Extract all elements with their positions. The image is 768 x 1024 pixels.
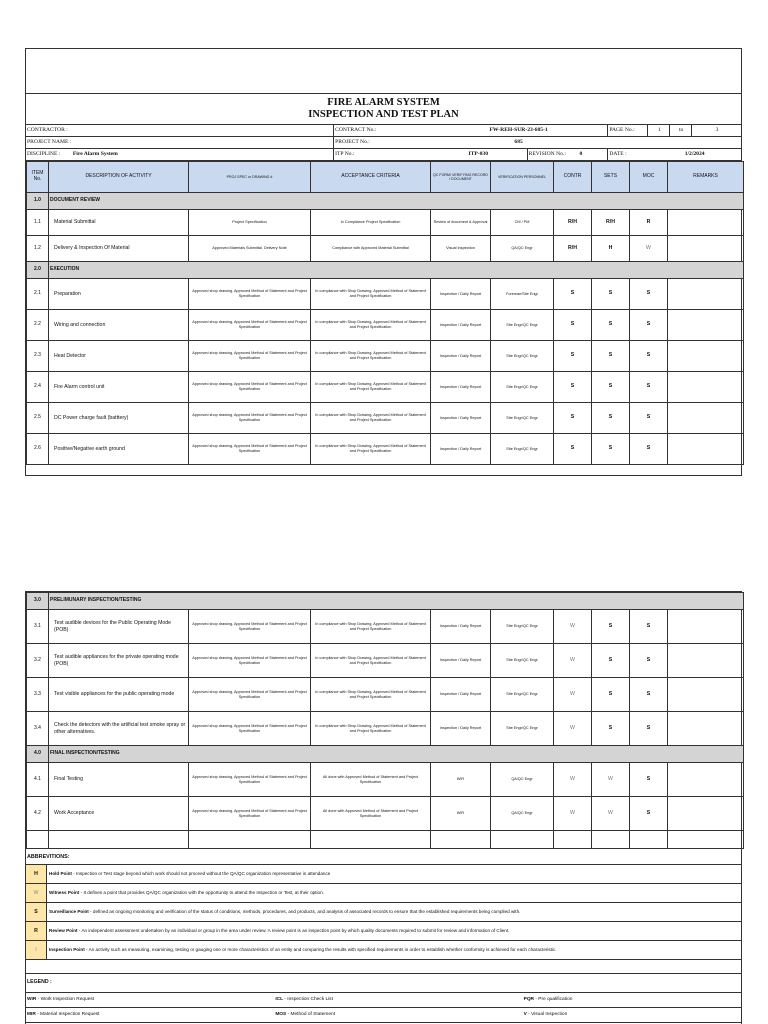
legend-code: MOS: [275, 1012, 287, 1017]
spec-reference: Approved shop drawing, Approved Method of Statement and Project Specification: [189, 279, 311, 310]
abbreviation-row: [26, 903, 741, 922]
contr-mark: S: [554, 403, 592, 434]
table-row: [27, 763, 744, 797]
spec-reference: Approved shop drawing, Approved Method of Statement and Project Specification: [189, 372, 311, 403]
item-number: 1.1: [27, 210, 49, 236]
item-number: 2.6: [27, 434, 49, 465]
verification-personnel: Site Engr/QC Engr: [491, 712, 554, 746]
empty-cell: [668, 831, 744, 849]
moc-mark: S: [630, 372, 668, 403]
abbreviation-row: [26, 941, 741, 960]
legend-row: [26, 993, 741, 1008]
abbreviation-term: Review Point: [49, 928, 78, 933]
col-item-header: ITEM No.: [27, 162, 49, 193]
itp-table-2: [26, 592, 744, 849]
project-name-label: PROJECT NAME :: [27, 139, 72, 145]
acceptance-criteria: In compliance with Shop Drawing, Approved Method of Statement and Project Specification: [311, 610, 431, 644]
spec-reference: Approved shop drawing, Approved Method of Statement and Project Specification: [189, 763, 311, 797]
qc-record: WIR: [431, 797, 491, 831]
legend-text: - Inspection Check List: [283, 997, 333, 1002]
moc-mark: S: [630, 403, 668, 434]
contr-mark: W: [554, 797, 592, 831]
abbreviation-code: R: [26, 922, 47, 940]
sets-mark: S: [592, 712, 630, 746]
itp-page-1: [25, 48, 742, 476]
section-title: EXECUTION: [49, 262, 744, 279]
legend-entry: [274, 1008, 522, 1022]
item-number: 1.2: [27, 236, 49, 262]
verification-personnel: Site Engr/QC Engr: [491, 644, 554, 678]
contr-mark: S: [554, 434, 592, 465]
table-row: [27, 403, 744, 434]
spacer: [26, 960, 741, 974]
acceptance-criteria: In compliance with Shop Drawing, Approved Method of Statement and Project Specification: [311, 279, 431, 310]
col-description-header: DESCRIPTION OF ACTIVITY: [49, 162, 189, 193]
spec-reference: Approved shop drawing, Approved Method of Statement and Project Specification: [189, 341, 311, 372]
sets-mark: W: [592, 797, 630, 831]
col-acceptance-header: ACCEPTANCE CRITERIA: [311, 162, 431, 193]
itp-page-2: [25, 591, 742, 1024]
verification-personnel: QA/QC Engr: [491, 797, 554, 831]
activity-description: Delivery & Inspection Of Material: [49, 236, 189, 262]
header-row-contractor: [26, 125, 741, 137]
table-row-empty: [27, 831, 744, 849]
abbreviation-term: Surveillance Point: [49, 909, 89, 914]
abbreviations-list: [26, 865, 741, 960]
col-contr-header: CONTR: [554, 162, 592, 193]
verification-personnel: Site Engr/QC Engr: [491, 403, 554, 434]
abbreviation-text: An activity such as measuring, examining, testing or gauging one or more characteristics of an entity and comparing the results with specified requirements in order to establish whether conformity is achieved for each characteristic.: [88, 947, 557, 952]
empty-cell: [592, 831, 630, 849]
moc-mark: S: [630, 644, 668, 678]
section-title: FINAL INSPECTION/TESTING: [49, 746, 744, 763]
contr-mark: S: [554, 341, 592, 372]
qc-record: Review of document & Approval: [431, 210, 491, 236]
moc-mark: S: [630, 434, 668, 465]
moc-mark: S: [630, 763, 668, 797]
legend-text: - Pre qualification: [534, 997, 573, 1002]
acceptance-criteria: In Compliance Project Specification: [311, 210, 431, 236]
moc-mark: W: [630, 236, 668, 262]
col-sets-header: SETS: [592, 162, 630, 193]
table-row: [27, 210, 744, 236]
sets-mark: S: [592, 403, 630, 434]
col-remarks-header: REMARKS: [668, 162, 744, 193]
abbreviation-separator: -: [71, 871, 77, 876]
abbreviation-definition: [47, 922, 509, 940]
table-row: [27, 279, 744, 310]
abbreviation-definition: [47, 884, 324, 902]
acceptance-criteria: In compliance with Shop Drawing, Approved Method of Statement and Project Specification: [311, 434, 431, 465]
sets-mark: S: [592, 372, 630, 403]
sets-mark: S: [592, 434, 630, 465]
itp-table-1: [26, 161, 744, 465]
acceptance-criteria: In compliance with Shop Drawing, Approved Method of Statement and Project Specification: [311, 712, 431, 746]
remarks-cell: [668, 763, 744, 797]
item-number: 2.1: [27, 279, 49, 310]
acceptance-criteria: All done with Approved Method of Statement and Project Specification: [311, 797, 431, 831]
revision-value: 0: [579, 151, 583, 157]
section-number: 1.0: [27, 193, 49, 210]
date-label: DATE :: [607, 149, 647, 160]
empty-cell: [311, 831, 431, 849]
contr-mark: S: [554, 372, 592, 403]
acceptance-criteria: In compliance with Shop Drawing, Approved Method of Statement and Project Specification: [311, 341, 431, 372]
section-row: [27, 746, 744, 763]
section-title: DOCUMENT REVIEW: [49, 193, 744, 210]
contractor-label: CONTRACTOR :: [27, 127, 68, 133]
col-qc-form-header: QC FORM/ VERIFYING RECORD / DOCUMENT: [431, 162, 491, 193]
item-number: 2.2: [27, 310, 49, 341]
sets-mark: S: [592, 610, 630, 644]
empty-cell: [49, 831, 189, 849]
sets-mark: H: [592, 236, 630, 262]
abbreviation-text: An independent assessment undertaken by an individual or group in the area under review. A review point is an inspection point by which quality documents required to submit for review and information of Client.: [81, 928, 510, 933]
activity-description: Test visible appliances for the public operating mode: [49, 678, 189, 712]
header-row-discipline: [26, 149, 741, 161]
abbreviation-code: S: [26, 903, 47, 921]
verification-personnel: Site Engr/QC Engr: [491, 310, 554, 341]
contr-mark: R/H: [554, 210, 592, 236]
date-value: 1/2/2024: [684, 151, 705, 157]
page-total-value: 3: [691, 125, 741, 136]
section-row: [27, 593, 744, 610]
contr-mark: W: [554, 763, 592, 797]
contr-mark: S: [554, 279, 592, 310]
activity-description: Work Acceptance: [49, 797, 189, 831]
abbreviation-row: [26, 922, 741, 941]
activity-description: Wiring and connection: [49, 310, 189, 341]
itp-no-label: ITP No.:: [333, 149, 429, 160]
table-row: [27, 310, 744, 341]
abbreviation-code: W: [26, 884, 47, 902]
abbreviation-text: It defines a point that provides QA/QC organization with the opportunity to attend the Inspection or Test, at their option.: [83, 890, 324, 895]
legend-code: ICL: [275, 997, 284, 1002]
contr-mark: W: [554, 644, 592, 678]
legend-entry: [274, 993, 522, 1007]
activity-description: Positive/Negative earth ground: [49, 434, 189, 465]
abbreviation-term: Witness Point: [49, 890, 80, 895]
item-number: 3.4: [27, 712, 49, 746]
logo-area: [26, 49, 741, 94]
table-row: [27, 434, 744, 465]
empty-cell: [554, 831, 592, 849]
item-number: 2.4: [27, 372, 49, 403]
moc-mark: S: [630, 610, 668, 644]
contr-mark: W: [554, 610, 592, 644]
col-moc-header: MOC: [630, 162, 668, 193]
title-line-2: INSPECTION AND TEST PLAN: [308, 109, 459, 120]
remarks-cell: [668, 610, 744, 644]
page-of-label: to: [669, 125, 691, 136]
remarks-cell: [668, 434, 744, 465]
verification-personnel: Site Engr/QC Engr: [491, 372, 554, 403]
legend-row: [26, 1008, 741, 1023]
discipline-value: Fire Alarm System: [72, 151, 118, 157]
activity-description: Final Testing: [49, 763, 189, 797]
sets-mark: S: [592, 678, 630, 712]
acceptance-criteria: In compliance with Shop Drawing, Approved Method of Statement and Project Specification: [311, 310, 431, 341]
activity-description: Heat Detector: [49, 341, 189, 372]
table-row: [27, 372, 744, 403]
item-number: 4.1: [27, 763, 49, 797]
activity-description: DC Power charge fault (batttery): [49, 403, 189, 434]
section-row: [27, 193, 744, 210]
sets-mark: S: [592, 341, 630, 372]
abbreviation-separator: -: [79, 890, 84, 895]
verification-personnel: Site Engr/QC Engr: [491, 610, 554, 644]
moc-mark: S: [630, 341, 668, 372]
legend-code: V: [523, 1012, 527, 1017]
verification-personnel: Site Engr/QC Engr: [491, 678, 554, 712]
activity-description: Test audible appliances for the private operating mode (POB): [49, 644, 189, 678]
legend-text: - Method of Statement: [286, 1012, 336, 1017]
item-number: 3.2: [27, 644, 49, 678]
acceptance-criteria: All done with Approved Method of Statement and Project Specification: [311, 763, 431, 797]
contr-mark: W: [554, 712, 592, 746]
abbreviation-row: [26, 884, 741, 903]
qc-record: Inspection / Daily Report: [431, 279, 491, 310]
abbreviation-definition: [47, 903, 520, 921]
spec-reference: Approved shop drawing, Approved Method of Statement and Project Specification: [189, 644, 311, 678]
title-line-1: FIRE ALARM SYSTEM: [327, 97, 440, 108]
legend-entry: [523, 1008, 741, 1022]
discipline-label: DISCIPLINE :: [27, 151, 61, 157]
spec-reference: Approved shop drawing, Approved Method of Statement and Project Specification: [189, 797, 311, 831]
item-number: 3.1: [27, 610, 49, 644]
remarks-cell: [668, 797, 744, 831]
itp-no-value: ITP-030: [468, 151, 489, 157]
col-verification-header: VERIFICATION PERSONNEL: [491, 162, 554, 193]
activity-description: Material Submittal: [49, 210, 189, 236]
item-number: 3.3: [27, 678, 49, 712]
table-row: [27, 797, 744, 831]
spec-reference: Approved shop drawing, Approved Method of Statement and Project Specification: [189, 712, 311, 746]
empty-cell: [630, 831, 668, 849]
qc-record: Visual Inspection: [431, 236, 491, 262]
abbreviation-separator: -: [77, 928, 82, 933]
spec-reference: Approved shop drawing, Approved Method of Statement and Project Specification: [189, 678, 311, 712]
abbreviation-row: [26, 865, 741, 884]
section-number: 2.0: [27, 262, 49, 279]
contr-mark: S: [554, 310, 592, 341]
remarks-cell: [668, 279, 744, 310]
col-spec-header: PROJ SPEC or DRAWING #: [189, 162, 311, 193]
qc-record: Inspection / Daily Report: [431, 341, 491, 372]
table-row: [27, 236, 744, 262]
abbreviation-term: Inspection Point: [49, 947, 85, 952]
project-no-label: PROJECT No.:: [333, 137, 429, 148]
contr-mark: R/H: [554, 236, 592, 262]
section-number: 4.0: [27, 746, 49, 763]
moc-mark: S: [630, 797, 668, 831]
qc-record: Inspection / Daily Report: [431, 434, 491, 465]
abbreviation-text: defined as ongoing monitoring and verification of the status of conditions, methods, procedures, and products, and analysis of associated records to ensure that the established requirements being complied with.: [92, 909, 521, 914]
legend-entry: [26, 993, 274, 1007]
empty-cell: [189, 831, 311, 849]
abbreviation-definition: [47, 865, 330, 883]
activity-description: Preparation: [49, 279, 189, 310]
section-number: 3.0: [27, 593, 49, 610]
legend-title: LEGEND :: [26, 974, 741, 993]
verification-personnel: Site Engr/QC Engr: [491, 434, 554, 465]
project-no-value: 685: [514, 139, 523, 145]
contract-no-value: FW-REH-SUR-23-685-1: [489, 127, 548, 133]
remarks-cell: [668, 403, 744, 434]
acceptance-criteria: In compliance with Shop Drawing, Approved Method of Statement and Project Specification: [311, 372, 431, 403]
table-row: [27, 341, 744, 372]
qc-record: WIR: [431, 763, 491, 797]
legend-entry: [26, 1008, 274, 1022]
verification-personnel: Foreman/Site Engr: [491, 279, 554, 310]
remarks-cell: [668, 210, 744, 236]
contract-no-label: CONTRACT No.:: [333, 125, 429, 136]
abbreviation-code: H: [26, 865, 47, 883]
sets-mark: S: [592, 644, 630, 678]
remarks-cell: [668, 644, 744, 678]
section-title: PRELIMUNARY INSPECTION/TESTING: [49, 593, 744, 610]
page-label: PAGE No.:: [607, 125, 647, 136]
abbreviations-title: ABBREVITIONS:: [26, 849, 741, 865]
spec-reference: Project Specification: [189, 210, 311, 236]
qc-record: Inspection / Daily Report: [431, 610, 491, 644]
sets-mark: W: [592, 763, 630, 797]
sets-mark: R/H: [592, 210, 630, 236]
table-row: [27, 644, 744, 678]
header-row-project: [26, 137, 741, 149]
activity-description: Check the detectors with the artificial test smoke spray or other alternatives.: [49, 712, 189, 746]
legend-code: WIR: [27, 997, 37, 1002]
qc-record: Inspection / Daily Report: [431, 678, 491, 712]
legend-entry: [523, 993, 741, 1007]
table-row: [27, 712, 744, 746]
spec-reference: Approved shop drawing, Approved Method of Statement and Project Specification: [189, 403, 311, 434]
abbreviation-term: Hold Point: [49, 871, 72, 876]
spec-reference: Approved Materials Submittal, Delivery Note: [189, 236, 311, 262]
remarks-cell: [668, 372, 744, 403]
spec-reference: Approved shop drawing, Approved Method of Statement and Project Specification: [189, 610, 311, 644]
remarks-cell: [668, 310, 744, 341]
remarks-cell: [668, 341, 744, 372]
legend-code: PQR: [523, 997, 535, 1002]
acceptance-criteria: Compliance with Approved Material Submittal: [311, 236, 431, 262]
legend-list: [26, 993, 741, 1023]
sets-mark: S: [592, 279, 630, 310]
sets-mark: S: [592, 310, 630, 341]
verification-personnel: QA/QC Engr: [491, 763, 554, 797]
legend-text: - Visual Inspection: [526, 1012, 568, 1017]
section-row: [27, 262, 744, 279]
abbreviation-separator: -: [88, 909, 93, 914]
table-header-row: [27, 162, 744, 193]
table-row: [27, 678, 744, 712]
abbreviation-code: I: [26, 941, 47, 959]
item-number: 2.3: [27, 341, 49, 372]
table-row: [27, 610, 744, 644]
moc-mark: R: [630, 210, 668, 236]
contr-mark: W: [554, 678, 592, 712]
acceptance-criteria: In compliance with Shop Drawing, Approved Method of Statement and Project Specification: [311, 678, 431, 712]
acceptance-criteria: In compliance with Shop Drawing, Approved Method of Statement and Project Specification: [311, 644, 431, 678]
qc-record: Inspection / Daily Report: [431, 310, 491, 341]
empty-cell: [27, 831, 49, 849]
legend-text: - Material Inspection Request: [35, 1012, 100, 1017]
legend-text: - Work Inspection Request: [36, 997, 95, 1002]
acceptance-criteria: In compliance with Shop Drawing, Approved Method of Statement and Project Specification: [311, 403, 431, 434]
empty-cell: [491, 831, 554, 849]
spec-reference: Approved shop drawing, Approved Method of Statement and Project Specification: [189, 310, 311, 341]
verification-personnel: CM / PM: [491, 210, 554, 236]
remarks-cell: [668, 712, 744, 746]
abbreviation-text: Inspection or Test stage beyond which work should not proceed without the QA/QC organization representative in attendance: [76, 871, 331, 876]
qc-record: Inspection / Daily Report: [431, 372, 491, 403]
moc-mark: S: [630, 310, 668, 341]
verification-personnel: QA/QC Engr: [491, 236, 554, 262]
empty-cell: [431, 831, 491, 849]
qc-record: Inspection / Daily Report: [431, 403, 491, 434]
legend-code: MIR: [27, 1012, 36, 1017]
item-number: 2.5: [27, 403, 49, 434]
activity-description: Test audible devices for the Public Operating Mode (POB): [49, 610, 189, 644]
moc-mark: S: [630, 712, 668, 746]
page-no-value: 1: [647, 125, 669, 136]
item-number: 4.2: [27, 797, 49, 831]
remarks-cell: [668, 678, 744, 712]
verification-personnel: Site Engr/QC Engr: [491, 341, 554, 372]
qc-record: Inspection / Daily Report: [431, 644, 491, 678]
document-title: [26, 94, 741, 125]
abbreviation-separator: -: [84, 947, 89, 952]
qc-record: Inspection / Daily Report: [431, 712, 491, 746]
activity-description: Fire Alarm control unit: [49, 372, 189, 403]
moc-mark: S: [630, 279, 668, 310]
moc-mark: S: [630, 678, 668, 712]
revision-label: REVISION No.:: [527, 149, 579, 160]
abbreviation-definition: [47, 941, 557, 959]
remarks-cell: [668, 236, 744, 262]
spec-reference: Approved shop drawing, Approved Method of Statement and Project Specification: [189, 434, 311, 465]
